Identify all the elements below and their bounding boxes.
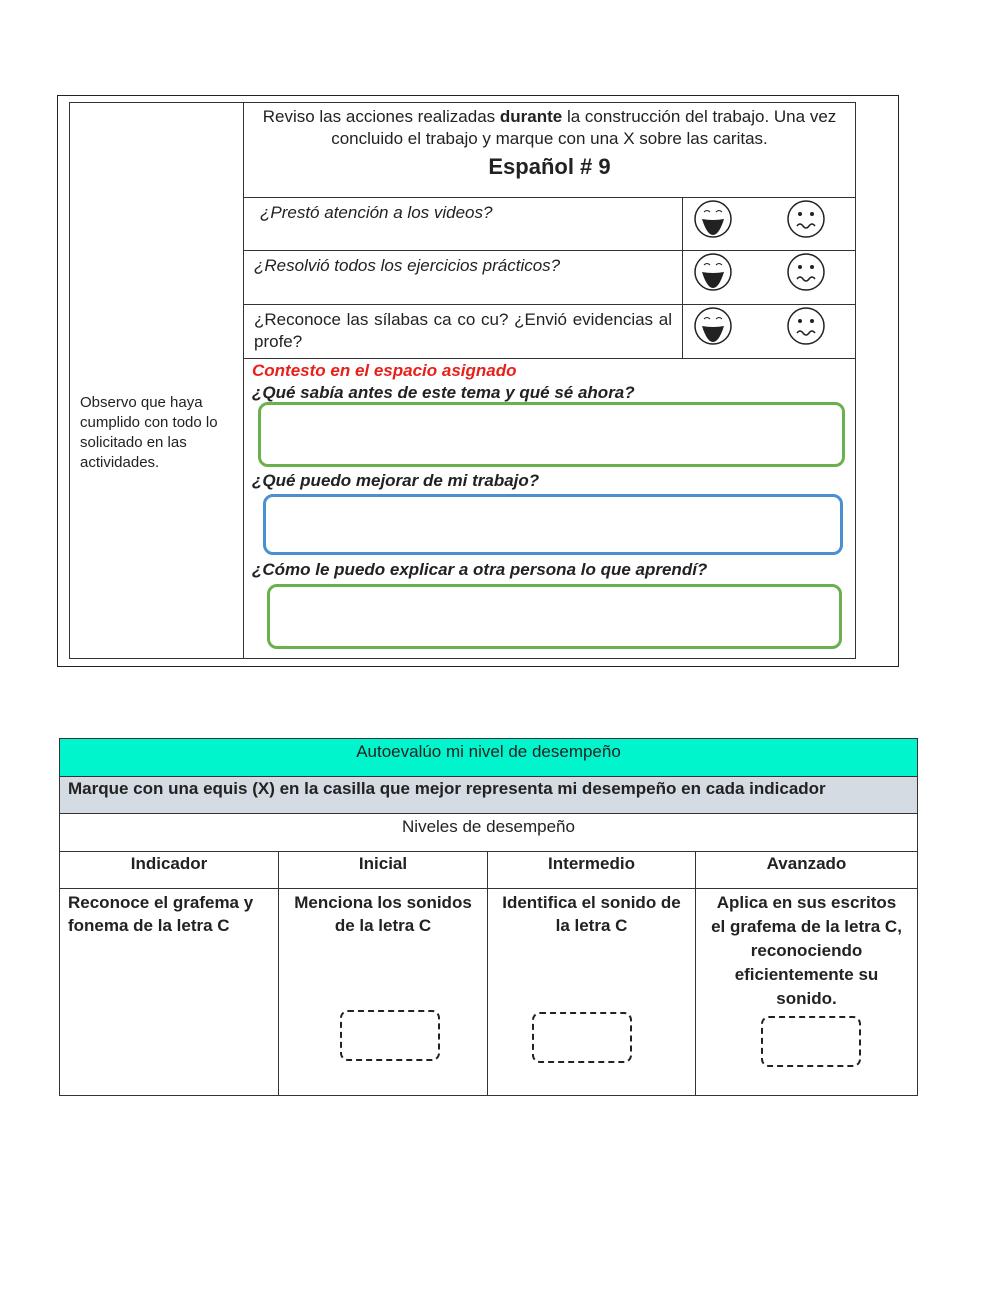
header-avanzado: Avanzado [695,851,918,889]
sad-face-icon[interactable] [788,254,824,290]
reflection-question-2: ¿Qué puedo mejorar de mi trabajo? [252,471,540,490]
happy-face-icon[interactable] [695,254,731,290]
checkbox-avanzado[interactable] [761,1016,861,1067]
checkbox-inicial[interactable] [340,1010,440,1061]
page-title: Español # 9 [488,154,611,179]
happy-face-icon[interactable] [695,308,731,344]
levels-label: Niveles de desempeño [59,813,918,852]
table-title: Autoevalúo mi nivel de desempeño [59,738,918,777]
question-1: ¿Prestó atención a los videos? [243,197,683,251]
question-2: ¿Resolvió todos los ejercicios prácticos? [243,250,683,305]
instructions-text: Reviso las acciones realizadas [262,107,500,126]
instructions-text-2: la construcción del trabajo. Una vez concluido el trabajo y marque con una X sobre las caritas. [331,107,837,148]
reflection-question-1: ¿Qué sabía antes de este tema y qué sé ahora? [252,383,635,402]
answer-prompt: Contesto en el espacio asignado [252,361,517,380]
left-note: Observo que haya cumplido con todo lo solicitado en las actividades. [69,102,244,659]
answer-box-3[interactable] [267,584,842,649]
instructions-bold: durante [499,107,563,126]
checkbox-intermedio[interactable] [532,1012,632,1063]
header-intermedio: Intermedio [487,851,696,889]
sad-face-icon[interactable] [788,201,824,237]
header-inicial: Inicial [278,851,488,889]
header-indicador: Indicador [59,851,279,889]
question-3: ¿Reconoce las sílabas ca co cu? ¿Envió evidencias al profe? [243,304,683,359]
inicial-cell: Menciona los sonidos de la letra C [278,888,488,1096]
reflection-question-3: ¿Cómo le puedo explicar a otra persona lo que aprendí? [252,560,708,579]
table-instruction: Marque con una equis (X) en la casilla que mejor representa mi desempeño en cada indicador [59,776,918,814]
indicator-cell: Reconoce el grafema y fonema de la letra C [59,888,279,1096]
answer-box-2[interactable] [263,494,843,555]
instructions-header [243,102,856,198]
faces-layer [682,197,856,359]
answer-box-1[interactable] [258,402,845,467]
intermedio-cell: Identifica el sonido de la letra C [487,888,696,1096]
avanzado-cell: Aplica en sus escritos el grafema de la letra C, reconociendo eficientemente su sonido. [695,888,918,1096]
sad-face-icon[interactable] [788,308,824,344]
happy-face-icon[interactable] [695,201,731,237]
